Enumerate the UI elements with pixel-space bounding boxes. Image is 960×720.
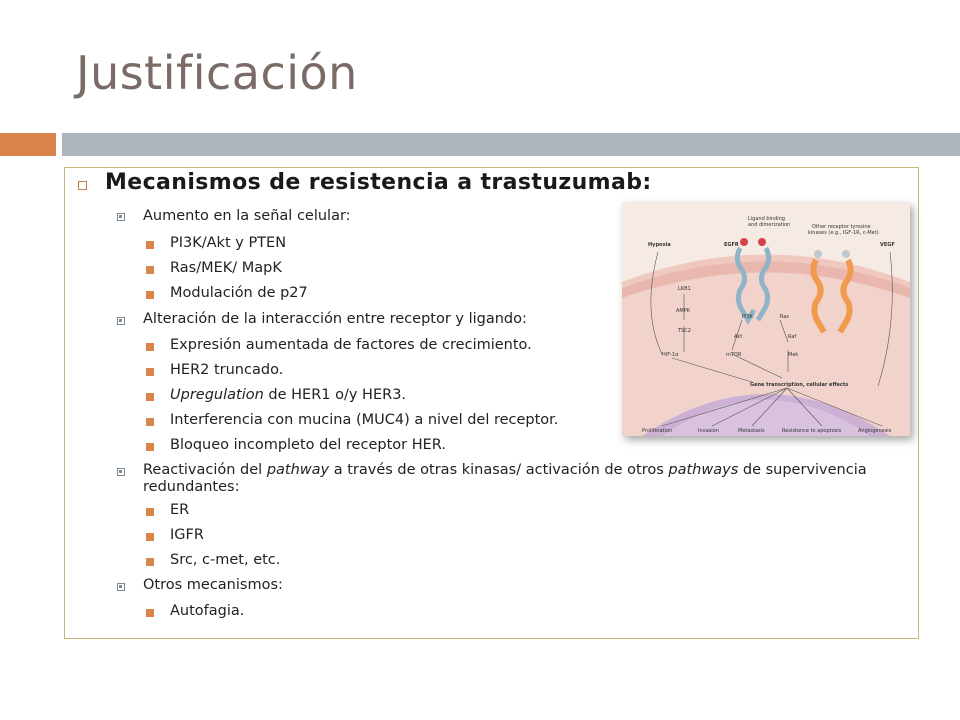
bullet-icon: [146, 533, 154, 541]
square-bullet-icon: [117, 213, 125, 221]
label-vegf: VEGF: [880, 242, 895, 248]
bullet-icon: [146, 393, 154, 401]
list-item: Modulación de p27: [170, 285, 308, 301]
square-bullet-icon: [117, 468, 125, 476]
label-lkb1: LKB1: [678, 286, 691, 292]
list-item: [170, 387, 406, 403]
section-label: Alteración de la interacción entre receptor y ligando:: [143, 311, 527, 327]
list-item: IGFR: [170, 527, 204, 543]
label-tsc2: TSC2: [678, 328, 691, 334]
list-item-rest: de HER1 o/y HER3.: [263, 387, 407, 403]
label-ligand2: and dimerization: [748, 222, 791, 228]
bullet-icon: [146, 418, 154, 426]
bullet-icon: [146, 443, 154, 451]
bullet-icon: [146, 508, 154, 516]
label-hypoxia: Hypoxia: [648, 242, 671, 248]
accent-bar: [0, 133, 56, 156]
list-item: Interferencia con mucina (MUC4) a nivel del receptor.: [170, 412, 559, 428]
label-angiogenesis: Angiogenesis: [858, 428, 892, 434]
page-title: Justificación: [76, 46, 358, 100]
bullet-icon: [146, 609, 154, 617]
label-egfr: EGFR: [724, 242, 739, 248]
emphasis-pathway: pathway: [266, 462, 330, 478]
bullet-icon: [146, 343, 154, 351]
square-bullet-icon: [117, 583, 125, 591]
label-ampk: AMPK: [676, 308, 691, 314]
signaling-pathway-figure: [622, 202, 910, 436]
label-ligand: Ligand binding: [748, 216, 785, 222]
label-part: de supervivencia: [738, 462, 867, 478]
label-gene: Gene transcription, cellular effects: [750, 382, 849, 388]
emphasis-pathways: pathways: [668, 462, 739, 478]
label-mek: Mek: [788, 352, 799, 358]
list-item: Ras/MEK/ MapK: [170, 260, 282, 276]
list-item: HER2 truncado.: [170, 362, 284, 378]
label-pi3k: PI3K: [742, 314, 753, 320]
list-item: PI3K/Akt y PTEN: [170, 235, 287, 251]
list-item: Bloqueo incompleto del receptor HER.: [170, 437, 446, 453]
main-bullet-text: Mecanismos de resistencia a trastuzumab:: [105, 170, 652, 195]
label-invasion: Invasion: [698, 428, 719, 434]
pathway-diagram: [622, 202, 910, 436]
bullet-icon: [146, 241, 154, 249]
section-label: Aumento en la señal celular:: [143, 208, 351, 224]
label-part: Reactivación del: [143, 462, 267, 478]
label-raf: Raf: [788, 334, 797, 340]
bullet-icon: [146, 558, 154, 566]
list-item: Src, c-met, etc.: [170, 552, 281, 568]
list-item: ER: [170, 502, 190, 518]
label-proliferation: Proliferation: [642, 428, 673, 434]
label-other2: kinases (e.g., IGF-1R, c-Met): [808, 230, 879, 236]
label-mtor: mTOR: [726, 352, 742, 358]
label-part: a través de otras kinasas/ activación de otros: [329, 462, 669, 478]
main-bullet-icon: [78, 181, 87, 190]
emphasis-upregulation: Upregulation: [170, 387, 264, 403]
bullet-icon: [146, 291, 154, 299]
section-label: [143, 462, 913, 496]
label-hif: HIF-1α: [662, 352, 679, 358]
list-item: Expresión aumentada de factores de crecimiento.: [170, 337, 532, 353]
header-bar: [62, 133, 960, 156]
label-other: Other receptor tyrosine: [812, 224, 871, 230]
label-apoptosis: Resistance to apoptosis: [782, 428, 842, 434]
label-akt: Akt: [734, 334, 743, 340]
square-bullet-icon: [117, 317, 125, 325]
bullet-icon: [146, 266, 154, 274]
section-label: Otros mecanismos:: [143, 577, 283, 593]
label-ras: Ras: [780, 314, 790, 320]
label-part: redundantes:: [143, 479, 240, 495]
label-metastasis: Metastasis: [738, 428, 765, 434]
list-item: Autofagia.: [170, 603, 245, 619]
bullet-icon: [146, 368, 154, 376]
